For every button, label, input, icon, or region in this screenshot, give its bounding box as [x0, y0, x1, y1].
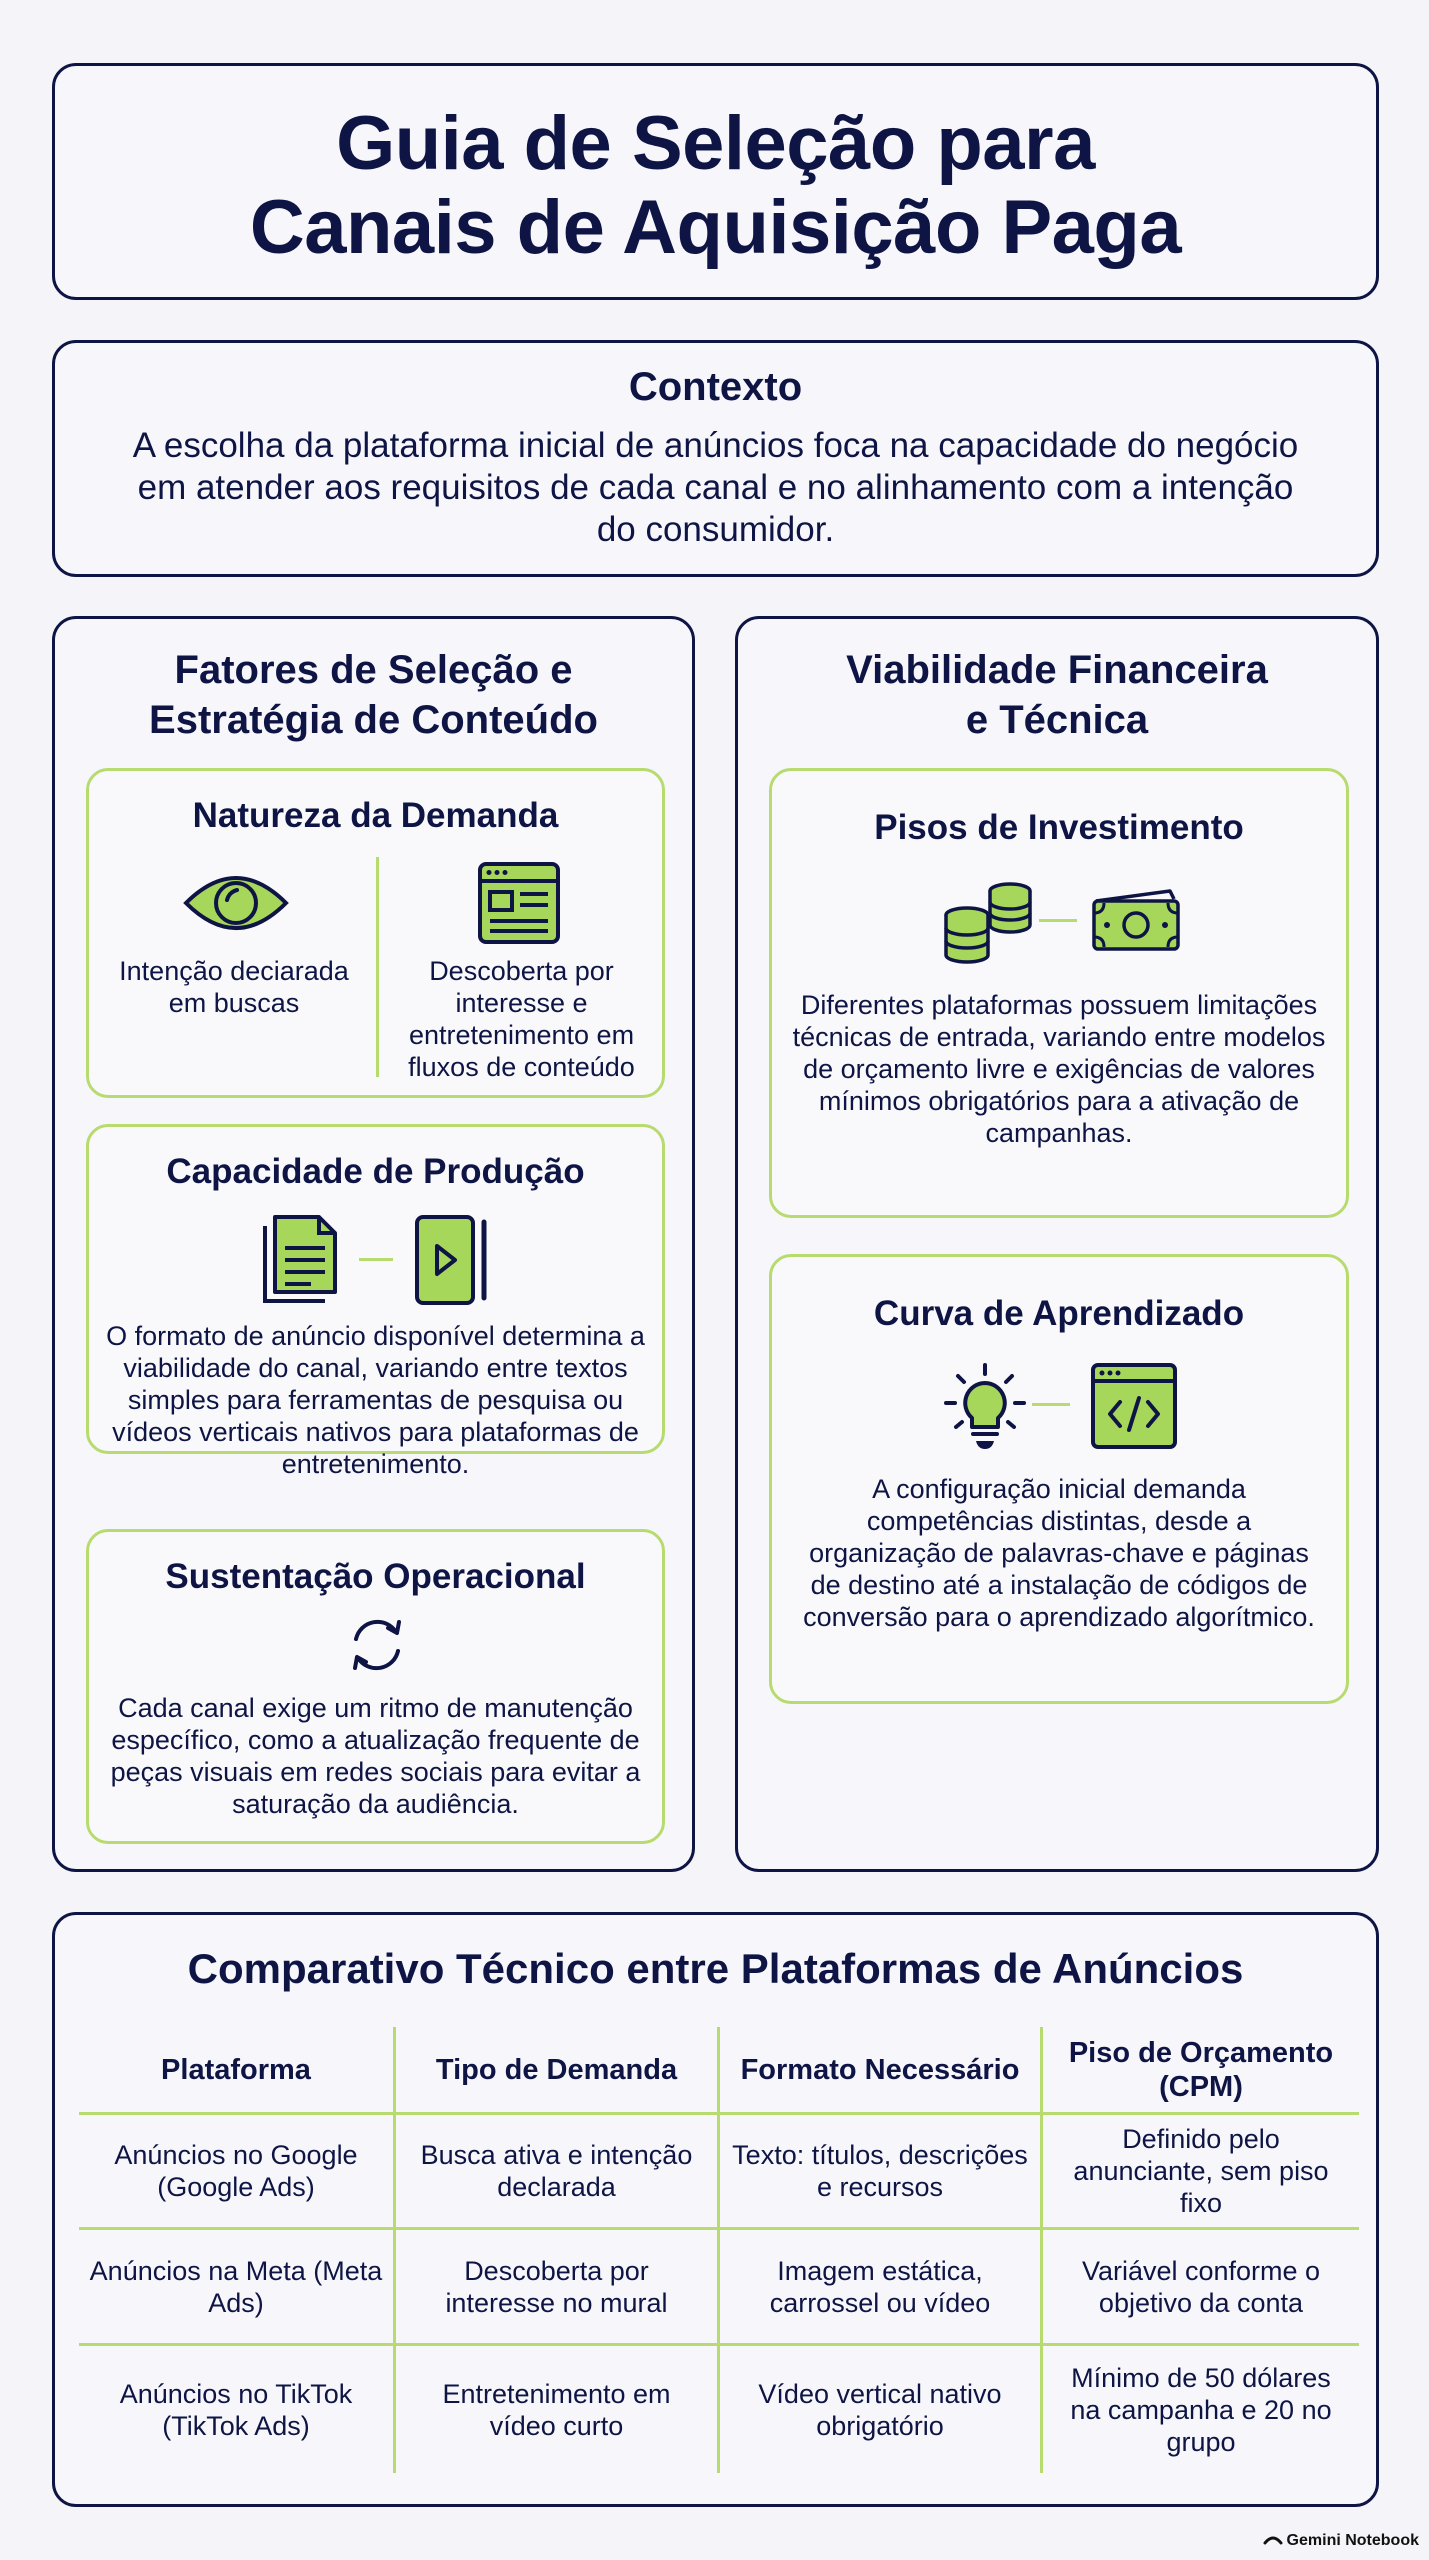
- demand-nature-title: Natureza da Demanda: [192, 796, 559, 835]
- investment-floors-text: Diferentes plataformas possuem limitações técnicas de entrada, variando entre modelos de orçamento livre e exigências de valores mínimos obrigatórios para a ativação de campanhas.: [792, 990, 1326, 1148]
- page-title-line1: Guia de Seleção para: [336, 101, 1095, 186]
- context-text: A escolha da plataforma inicial de anúncios foca na capacidade do negócio em atender aos requisitos de cada canal e no alinhamento com a intenção do consumidor.: [132, 426, 1299, 549]
- learning-curve-card: [769, 1254, 1349, 1704]
- table-header-budget-floor: Piso de Orçamento (CPM): [1068, 2036, 1334, 2103]
- code-window-icon: [1090, 1362, 1178, 1455]
- operational-sustain-card: [86, 1529, 665, 1844]
- demand-discovery-label: Descoberta por interesse e entretenimento em fluxos de conteúdo: [408, 956, 635, 1082]
- lightbulb-icon: [942, 1361, 1028, 1458]
- coins-stack-icon: [942, 881, 1034, 970]
- table-header-format: Formato Necessário: [740, 2053, 1020, 2086]
- demand-divider: [376, 857, 379, 1077]
- investment-connector: [1039, 919, 1077, 922]
- production-capacity-text: O formato de anúncio disponível determina a viabilidade do canal, variando entre textos simples para ferramentas de pesquisa ou vídeos verticais nativos para plataformas de entretenimento.: [106, 1321, 645, 1479]
- learning-curve-text: A configuração inicial demanda competências distintas, desde a organização de palavras-chave e páginas de destino até a instalação de códigos de conversão para o aprendizado algorítmico.: [803, 1474, 1315, 1632]
- table-cell-platform: Anúncios no Google (Google Ads): [114, 2140, 358, 2202]
- table-cell-format: Imagem estática, carrossel ou vídeo: [769, 2255, 991, 2318]
- table-cell-budget-floor: Variável conforme o objetivo da conta: [1081, 2255, 1321, 2318]
- table-cell-platform: Anúncios no TikTok (TikTok Ads): [119, 2378, 353, 2441]
- table-cell-demand-type: Entretenimento em vídeo curto: [442, 2378, 671, 2441]
- operational-sustain-text: Cada canal exige um ritmo de manutenção específico, como a atualização frequente de peças visuais em redes sociais para evitar a saturação da audiência.: [110, 1693, 641, 1819]
- table-cell-budget-floor: Mínimo de 50 dólares na campanha e 20 no grupo: [1070, 2362, 1332, 2457]
- table-cell-demand-type: Descoberta por interesse no mural: [445, 2255, 668, 2318]
- selection-factors-column: [52, 616, 695, 1872]
- financial-viability-column: [735, 616, 1379, 1872]
- selection-factors-title-line1: Fatores de Seleção e: [174, 648, 573, 692]
- production-connector: [359, 1258, 393, 1261]
- table-cell-demand-type: Busca ativa e intenção declarada: [420, 2140, 693, 2202]
- page-title: [55, 102, 1376, 270]
- financial-viability-title-line2: e Técnica: [965, 698, 1149, 742]
- financial-viability-title-line1: Viabilidade Financeira: [846, 648, 1268, 692]
- financial-viability-title: [738, 645, 1376, 745]
- selection-factors-title-line2: Estratégia de Conteúdo: [149, 698, 598, 742]
- table-header-demand-type: Tipo de Demanda: [435, 2053, 678, 2086]
- learning-curve-title: Curva de Aprendizado: [873, 1294, 1245, 1333]
- table-cell-budget-floor: Definido pelo anunciante, sem piso fixo: [1073, 2124, 1329, 2218]
- context-card: [52, 340, 1379, 577]
- vertical-video-icon: [414, 1214, 494, 1311]
- footer-brand-label: Gemini Notebook: [1286, 2532, 1419, 2549]
- footer-brand: [1263, 2532, 1419, 2550]
- selection-factors-title: [55, 645, 692, 745]
- gemini-logo-icon: [1263, 2532, 1283, 2550]
- operational-sustain-title: Sustentação Operacional: [165, 1557, 586, 1596]
- refresh-cycle-icon: [344, 1612, 410, 1683]
- demand-nature-card: [86, 768, 665, 1098]
- demand-search-label: Intenção deciarada em buscas: [119, 956, 349, 1018]
- production-capacity-title: Capacidade de Produção: [166, 1152, 585, 1191]
- table-cell-platform: Anúncios na Meta (Meta Ads): [89, 2255, 383, 2318]
- banknote-icon: [1090, 887, 1182, 958]
- comparison-table: [79, 2027, 1359, 2473]
- table-cell-format: Vídeo vertical nativo obrigatório: [758, 2378, 1002, 2441]
- comparison-card: [52, 1912, 1379, 2507]
- investment-floors-card: [769, 768, 1349, 1218]
- context-title: Contexto: [628, 365, 803, 409]
- document-icon: [261, 1214, 339, 1309]
- table-header-platform: Plataforma: [161, 2053, 311, 2086]
- eye-icon: [183, 868, 289, 943]
- investment-floors-title: Pisos de Investimento: [874, 808, 1244, 847]
- comparison-title: Comparativo Técnico entre Plataformas de Anúncios: [187, 1945, 1244, 1992]
- title-card: [52, 63, 1379, 300]
- table-cell-format: Texto: títulos, descrições e recursos: [732, 2140, 1028, 2202]
- browser-feed-icon: [477, 861, 561, 950]
- production-capacity-card: [86, 1124, 665, 1479]
- page-title-line2: Canais de Aquisição Paga: [249, 185, 1182, 270]
- learning-connector: [1032, 1403, 1070, 1406]
